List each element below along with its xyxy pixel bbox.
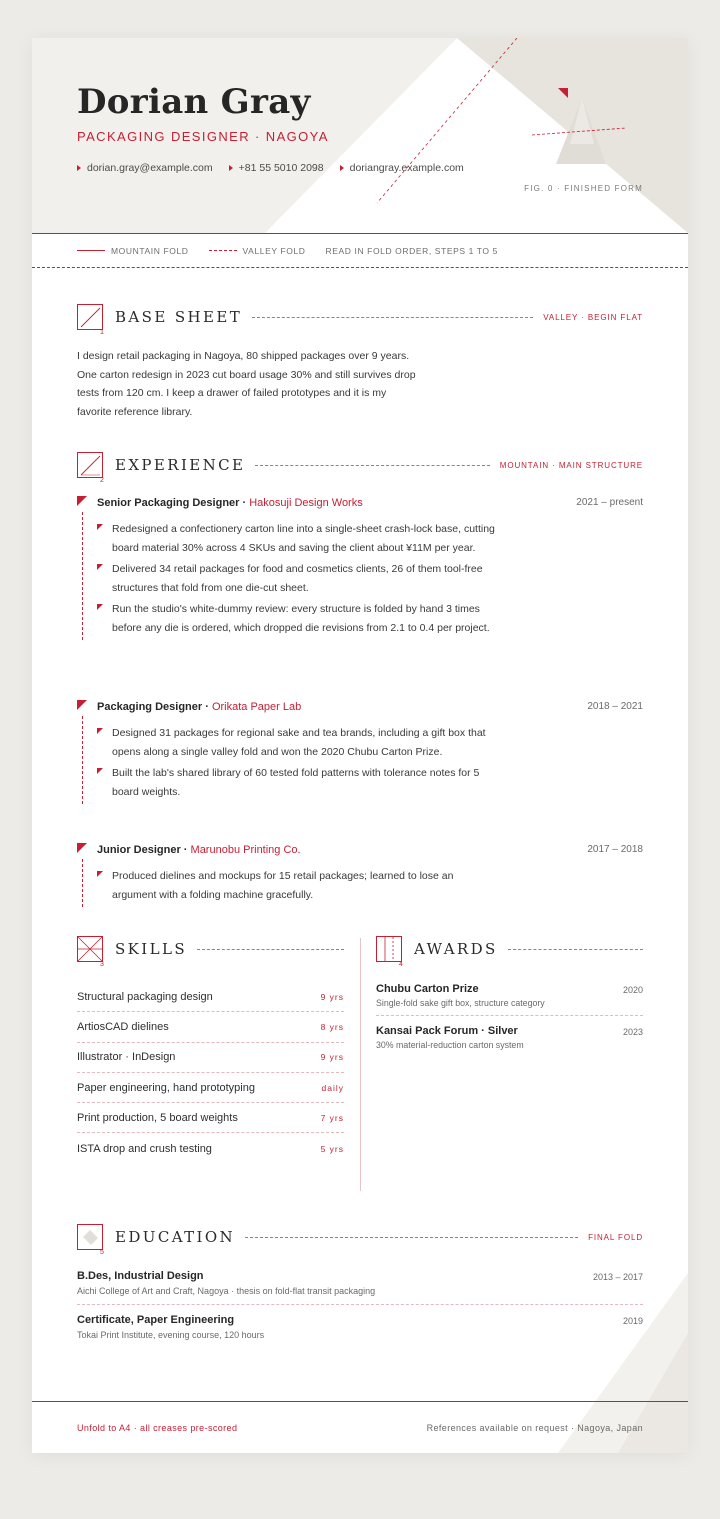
- tick-icon: [97, 728, 103, 734]
- education-item: Certificate, Paper Engineering Tokai Print Institute, evening course, 120 hours 2019: [77, 1314, 643, 1340]
- legend-mountain: MOUNTAIN FOLD: [77, 246, 189, 256]
- skill-row: ArtiosCAD dielines 8 yrs: [77, 1012, 344, 1042]
- tick-icon: [97, 768, 103, 774]
- resume-sheet: [32, 38, 688, 1453]
- contact-email[interactable]: dorian.gray@example.com: [77, 162, 213, 174]
- skill-row: Paper engineering, hand prototyping daily: [77, 1073, 344, 1103]
- section-title: EDUCATION: [115, 1228, 236, 1246]
- job-dates: 2021 – present: [576, 497, 643, 508]
- section-divider: [508, 949, 643, 950]
- section-experience: [77, 450, 643, 484]
- contact-website[interactable]: doriangray.example.com: [340, 162, 464, 174]
- footer: [32, 1401, 688, 1453]
- base-sheet-icon: 1: [77, 304, 103, 330]
- solid-line-icon: [77, 250, 105, 251]
- skill-row: ISTA drop and crush testing 5 yrs: [77, 1142, 344, 1155]
- job-heading: Packaging Designer · Orikata Paper Lab 2018 – 2021: [77, 700, 643, 718]
- section-title: BASE SHEET: [115, 308, 243, 326]
- fold-spine: [82, 716, 83, 804]
- job-bullet: Built the lab's shared library of 60 tested fold patterns with tolerance notes for 5 board weights.: [112, 764, 497, 801]
- fold-spine: [82, 512, 83, 640]
- flag-icon: [77, 496, 87, 506]
- job-entry: [77, 700, 643, 804]
- awards-icon: 4: [376, 936, 402, 962]
- column-divider: [360, 938, 361, 1191]
- job-heading: Senior Packaging Designer · Hakosuji Design Works 2021 – present: [77, 496, 643, 514]
- company-name: Hakosuji Design Works: [249, 497, 363, 509]
- figure-caption: FIG. 0 · FINISHED FORM: [524, 184, 643, 193]
- job-bullet: Produced dielines and mockups for 15 retail packages; learned to lose an argument with a folding machine gracefully.: [112, 867, 497, 904]
- awards-list: [376, 983, 643, 1066]
- folded-form-icon: [522, 82, 632, 172]
- section-title: AWARDS: [414, 940, 498, 958]
- section-divider: [197, 949, 344, 950]
- section-tag: MOUNTAIN · MAIN STRUCTURE: [499, 460, 643, 470]
- bullet-icon: [340, 165, 344, 171]
- company-name: Orikata Paper Lab: [211, 701, 302, 713]
- job-entry: [77, 496, 643, 640]
- job-entry: [77, 843, 643, 907]
- flag-icon: [77, 843, 87, 853]
- dashed-line-icon: [209, 250, 237, 251]
- company-name: Marunobu Printing Co.: [190, 844, 301, 856]
- education-icon: 5: [77, 1224, 103, 1250]
- job-bullet: Run the studio's white-dummy review: every structure is folded by hand 3 times before any die is ordered, which dropped die revisions from 2.1 to 0.4 per project.: [112, 600, 497, 637]
- job-dates: 2017 – 2018: [587, 844, 643, 855]
- flag-icon: [77, 700, 87, 710]
- candidate-name: Dorian Gray: [77, 82, 311, 122]
- contact-list: [77, 162, 480, 174]
- section-title: EXPERIENCE: [115, 456, 246, 474]
- tick-icon: [97, 604, 103, 610]
- job-bullet: Delivered 34 retail packages for food and cosmetics clients, 26 of them tool-free structures that fold from one die-cut sheet.: [112, 560, 497, 597]
- job-bullet: Redesigned a confectionery carton line into a single-sheet crash-lock base, cutting board material 30% across 4 SKUs and saving the client about ¥11M per year.: [112, 520, 497, 557]
- skill-row: Illustrator · InDesign 9 yrs: [77, 1043, 344, 1073]
- section-divider: [255, 465, 489, 466]
- fold-legend: [32, 233, 688, 268]
- job-bullets: [77, 867, 497, 904]
- skill-row: Print production, 5 board weights 7 yrs: [77, 1103, 344, 1133]
- job-bullet: Designed 31 packages for regional sake and tea brands, including a gift box that opens along a single valley fold and won the 2020 Chubu Carton Prize.: [112, 724, 497, 761]
- bullet-icon: [77, 165, 81, 171]
- award-item: Kansai Pack Forum · Silver 30% material-reduction carton system 2023: [376, 1025, 643, 1050]
- footer-left-note: Unfold to A4 · all creases pre-scored: [77, 1422, 238, 1433]
- education-item: B.Des, Industrial Design Aichi College of Art and Craft, Nagoya · thesis on fold-flat transit packaging 2013 – 2017: [77, 1270, 643, 1305]
- skills-list: [77, 982, 344, 1164]
- section-tag: FINAL FOLD: [588, 1232, 643, 1242]
- contact-phone[interactable]: +81 55 5010 2098: [229, 162, 324, 174]
- job-heading: Junior Designer · Marunobu Printing Co. 2017 – 2018: [77, 843, 643, 861]
- skills-icon: 3: [77, 936, 103, 962]
- header: [32, 38, 688, 233]
- section-divider: [245, 1237, 578, 1238]
- section-divider: [252, 317, 533, 318]
- section-title: SKILLS: [115, 940, 188, 958]
- tick-icon: [97, 871, 103, 877]
- section-awards: [376, 934, 643, 968]
- section-tag: VALLEY · BEGIN FLAT: [543, 312, 643, 322]
- fold-spine: [82, 859, 83, 907]
- tick-icon: [97, 524, 103, 530]
- experience-icon: 2: [77, 452, 103, 478]
- skill-row: Structural packaging design 9 yrs: [77, 982, 344, 1012]
- job-dates: 2018 – 2021: [587, 701, 643, 712]
- legend-valley: VALLEY FOLD: [209, 246, 306, 256]
- award-item: Chubu Carton Prize Single-fold sake gift box, structure category 2020: [376, 983, 643, 1016]
- job-bullets: [77, 520, 497, 637]
- section-base: [77, 302, 643, 336]
- bullet-icon: [229, 165, 233, 171]
- education-list: [77, 1270, 643, 1357]
- summary-text: I design retail packaging in Nagoya, 80 shipped packages over 9 years. One carton redesign in 2023 cut board usage 30% and still survives drop tests from 120 cm. I keep a drawer of failed prototypes and it is my favorite reference library.: [77, 350, 416, 418]
- tick-icon: [97, 564, 103, 570]
- footer-right-note: References available on request · Nagoya, Japan: [426, 1422, 643, 1433]
- section-education: [77, 1222, 643, 1256]
- legend-note: READ IN FOLD ORDER, STEPS 1 TO 5: [325, 245, 498, 256]
- job-title: PACKAGING DESIGNER · NAGOYA: [77, 129, 329, 144]
- section-skills: [77, 934, 344, 968]
- job-bullets: [77, 724, 497, 801]
